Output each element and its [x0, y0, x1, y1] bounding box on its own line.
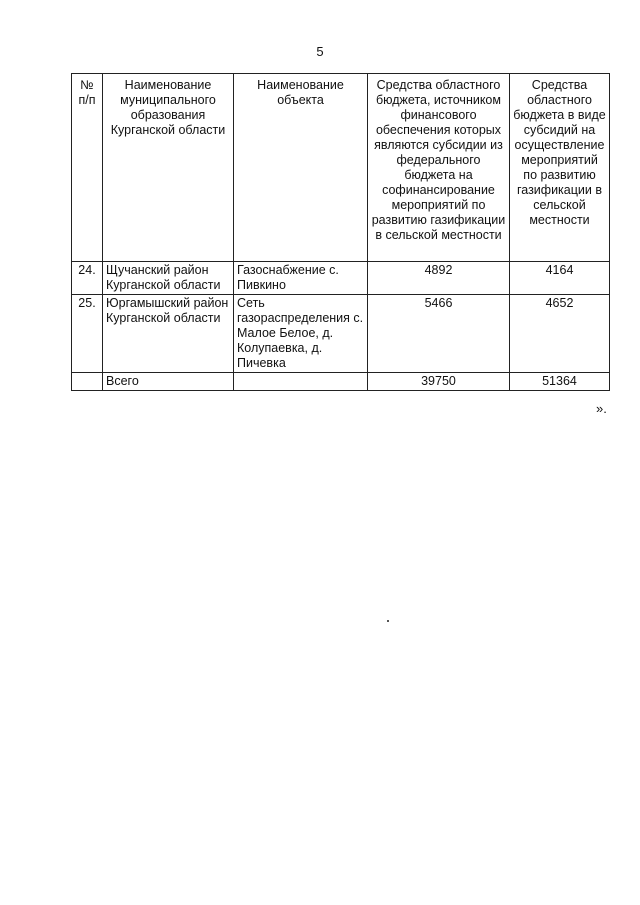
budget-table: [71, 73, 610, 391]
total-object-cell: [234, 373, 368, 391]
total-label: Всего: [103, 373, 234, 391]
row-municipality: Юргамышский район Курганской области: [103, 295, 234, 373]
row-regional-subsidy: 4164: [510, 262, 610, 295]
row-number: 25.: [72, 295, 103, 373]
table-row: [72, 262, 610, 295]
header-object: Наименование объекта: [234, 74, 368, 262]
table-header-row: [72, 74, 610, 262]
header-number: № п/п: [72, 74, 103, 262]
closing-quote-mark: ».: [596, 401, 607, 416]
scan-speck: [387, 620, 389, 622]
row-regional-subsidy: 4652: [510, 295, 610, 373]
header-federal-cofinancing: Средства областного бюджета, источником финансового обеспечения которых являются субсидии из федерального бюджета на софинансирование мероприятий по развитию газификации в сельской местности: [368, 74, 510, 262]
row-object: Сеть газораспределения с. Малое Белое, д. Колупаевка, д. Пичевка: [234, 295, 368, 373]
row-municipality: Щучанский район Курганской области: [103, 262, 234, 295]
row-number: 24.: [72, 262, 103, 295]
page-number: 5: [316, 44, 324, 59]
total-federal-cofinancing: 39750: [368, 373, 510, 391]
total-regional-subsidy: 51364: [510, 373, 610, 391]
header-municipality: Наименование муниципального образования Курганской области: [103, 74, 234, 262]
row-object: Газоснабжение с. Пивкино: [234, 262, 368, 295]
row-federal-cofinancing: 5466: [368, 295, 510, 373]
header-regional-subsidy: Средства областного бюджета в виде субсидий на осуществление мероприятий по развитию газификации в сельской местности: [510, 74, 610, 262]
total-number-cell: [72, 373, 103, 391]
table-row: [72, 295, 610, 373]
row-federal-cofinancing: 4892: [368, 262, 510, 295]
table-total-row: [72, 373, 610, 391]
